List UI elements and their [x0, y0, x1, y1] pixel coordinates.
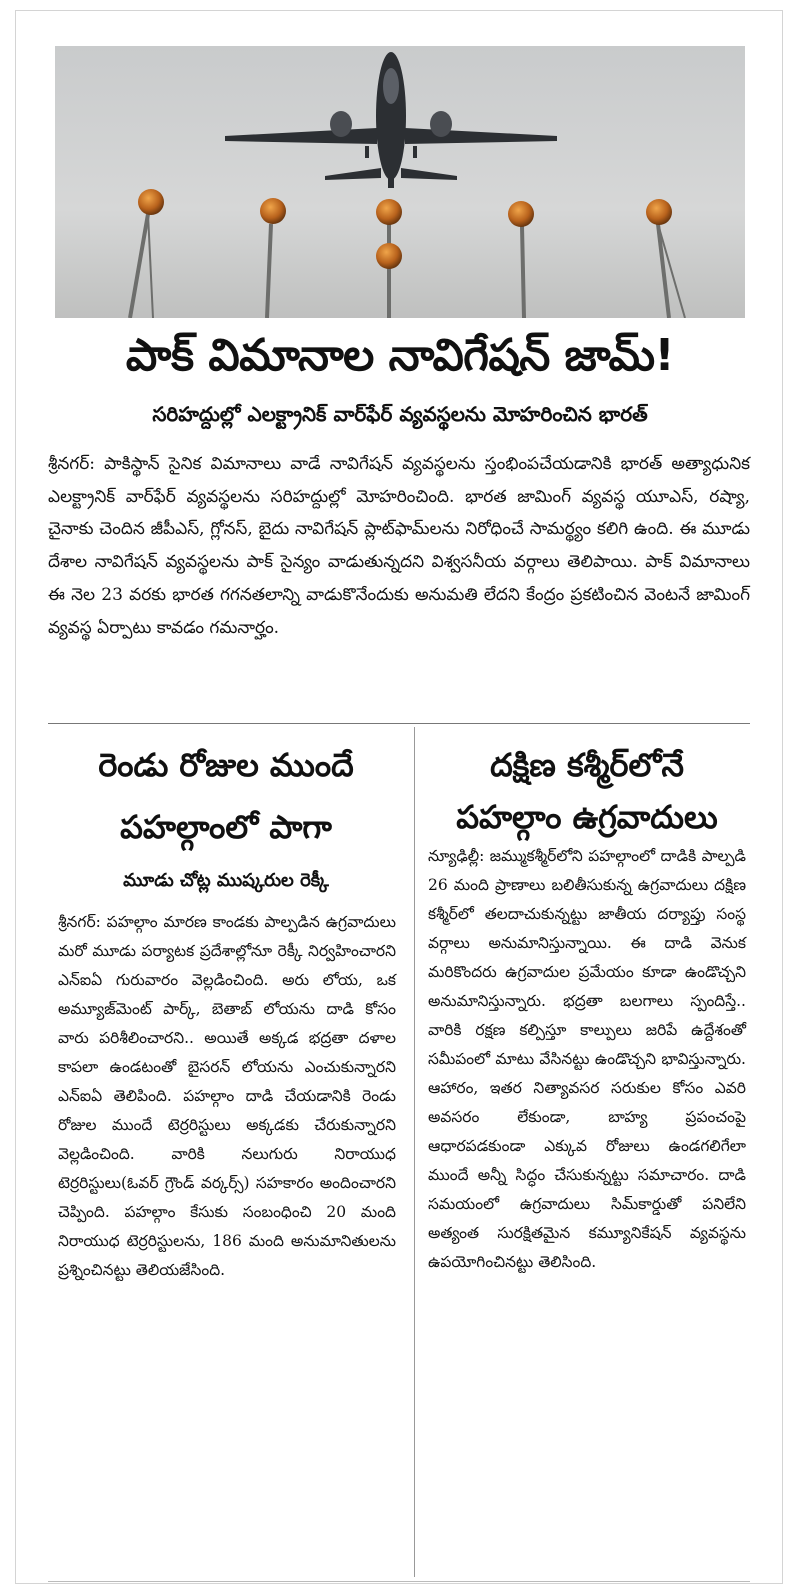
airplane-over-approach-lights-image: [55, 46, 745, 318]
main-headline: పాక్ విమానాల నావిగేషన్ జామ్!: [125, 330, 675, 381]
right-story-headline-line1: దక్షిణ కశ్మీర్‌లోనే: [490, 746, 684, 784]
lead-article-body: శ్రీనగర్: పాకిస్థాన్ సైనిక విమానాలు వాడే నావిగేషన్ వ్యవస్థలను స్తంభింపచేయడానికి భారత్ అత్యాధునిక ఎలక్ట్రానిక్ వార్‌ఫేర్ వ్యవస్థలను సరిహద్దుల్లో మోహరించింది. భారత జామింగ్ వ్యవస్థ యూఎస్, రష్యా, చైనాకు చెందిన జీపీఎస్, గ్లోనస్, బైదు నావిగేషన్ ప్లాట్‌ఫామ్‌లను నిరోధించే సామర్థ్యం కలిగి ఉంది. ఈ మూడు దేశాల నావిగేషన్ వ్యవస్థలను పాక్ సైన్యం వాడుతున్నదని విశ్వసనీయ వర్గాలు తెలిపాయి. పాక్ విమానాలు ఈ నెల 23 వరకు భారత గగనతలాన్ని వాడుకొనేందుకు అనుమతి లేదని కేంద్రం ప్రకటించిన వెంటనే జామింగ్ వ్యవస్థ ఏర్పాటు కావడం గమనార్హం.: [48, 454, 750, 638]
sub-headline: సరిహద్దుల్లో ఎలక్ట్రానిక్ వార్‌ఫేర్ వ్యవస్థలను మోహరించిన భారత్: [152, 402, 648, 426]
left-story-kicker: మూడు చోట్ల ముష్కరుల రెక్కీ: [123, 870, 329, 891]
left-story-body: శ్రీనగర్: పహల్గాం మారణ కాండకు పాల్పడిన ఉగ్రవాదులు మరో మూడు పర్యాటక ప్రదేశాల్లోనూ రెక్కీ నిర్వహించారని ఎన్ఐఏ గురువారం వెల్లడించింది. అరు లోయ, ఒక అమ్యూజ్‌మెంట్ పార్క్, బెతాబ్ లోయను దాడి కోసం వారు పరిశీలించారని.. అయితే అక్కడ భద్రతా దళాల కాపలా ఉండటంతో బైసరన్ లోయను ఎంచుకున్నారని ఎన్ఐఏ తెలిపింది. పహల్గాం దాడి చేయడానికి రెండు రోజుల ముందే టెర్రరిస్టులు అక్కడకు చేరుకున్నారని వెల్లడించింది. వారికి నలుగురు నిరాయుధ టెర్రరిస్టులు(ఓవర్ గ్రౌండ్ వర్కర్స్) సహకారం అందించారని చెప్పింది. పహల్గాం కేసుకు సంబంధించి 20 మంది నిరాయుధ టెర్రరిస్టులను, 186 మంది అనుమానితులను ప్రశ్నించినట్టు తెలియజేసింది.: [58, 913, 396, 1279]
bottom-rule: [48, 1581, 750, 1582]
left-story-headline-line1: రెండు రోజుల ముందే: [98, 746, 354, 784]
airplane-photo: [55, 46, 745, 318]
column-divider: [414, 727, 415, 1577]
right-story-headline-line2: పహల్గాం ఉగ్రవాదులు: [456, 798, 718, 836]
right-story-body: న్యూఢిల్లీ: జమ్ముకశ్మీర్‌లోని పహల్గాంలో దాడికి పాల్పడి 26 మంది ప్రాణాలు బలితీసుకున్న ఉగ్రవాదులు దక్షిణ కశ్మీర్‌లో తలదాచుకున్నట్టు జాతీయ దర్యాప్తు సంస్థ వర్గాలు అనుమానిస్తున్నాయి. ఈ దాడి వెనుక మరికొందరు ఉగ్రవాదుల ప్రమేయం కూడా ఉండొచ్చని అనుమానిస్తున్నారు. భద్రతా బలగాలు స్పందిస్తే.. వారికి రక్షణ కల్పిస్తూ కాల్పులు జరిపే ఉద్దేశంతో సమీపంలో మాటు వేసినట్టు ఉండొచ్చని భావిస్తున్నారు. ఆహారం, ఇతర నిత్యావసర సరుకుల కోసం ఎవరి అవసరం లేకుండా, బాహ్య ప్రపంచంపై ఆధారపడకుండా ఎక్కువ రోజులు ఉండగలిగేలా ముందే అన్నీ సిద్ధం చేసుకున్నట్టు సమాచారం. దాడి సమయంలో ఉగ్రవాదులు సిమ్‌కార్డుతో పనిలేని అత్యంత సురక్షితమైన కమ్యూనికేషన్ వ్యవస్థను ఉపయోగించినట్టు తెలిసింది.: [428, 847, 746, 1271]
left-story-headline-line2: పహల్గాంలో పాగా: [120, 808, 332, 846]
section-divider: [48, 723, 750, 724]
